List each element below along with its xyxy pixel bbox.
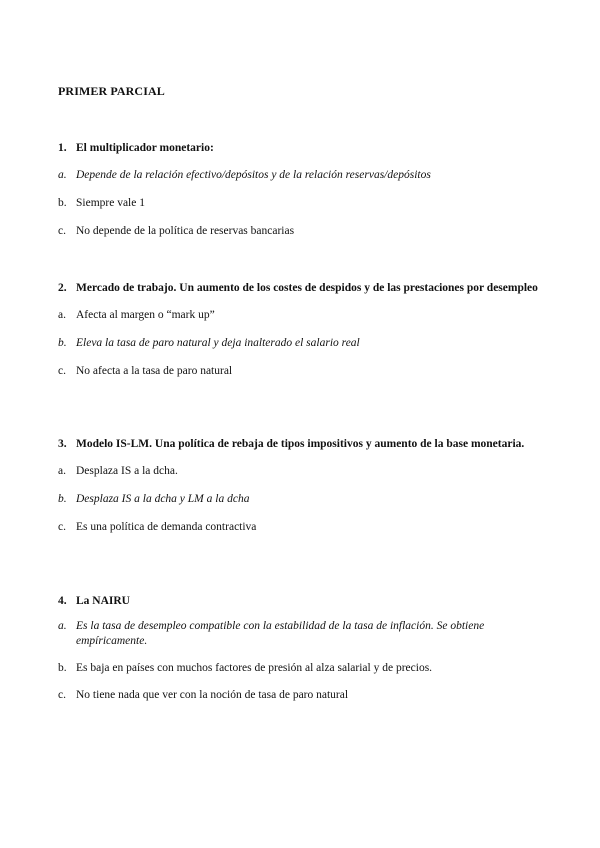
option-text: Es la tasa de desempleo compatible con la estabilidad de la tasa de inflación. Se obtiene empíricamente. bbox=[76, 620, 485, 647]
option-letter: c. bbox=[58, 689, 66, 701]
question-text: Modelo IS-LM. Una política de rebaja de tipos impositivos y aumento de la base monetaria. bbox=[76, 438, 525, 450]
option-letter: a. bbox=[58, 169, 67, 181]
question-4 bbox=[58, 593, 538, 703]
option-c bbox=[58, 688, 538, 703]
option-letter: b. bbox=[58, 337, 67, 349]
option-letter: a. bbox=[58, 465, 66, 477]
option-c bbox=[58, 364, 538, 379]
option-c bbox=[58, 224, 538, 239]
option-text: Es baja en países con muchos factores de presión al alza salarial y de precios. bbox=[76, 662, 433, 674]
option-a bbox=[58, 619, 538, 649]
option-letter: c. bbox=[58, 225, 66, 237]
option-text: Es una política de demanda contractiva bbox=[76, 521, 257, 533]
question-heading bbox=[58, 593, 538, 609]
option-letter: b. bbox=[58, 662, 67, 674]
question-3 bbox=[58, 436, 538, 535]
option-letter: b. bbox=[58, 493, 67, 505]
question-heading bbox=[58, 140, 538, 156]
option-letter: a. bbox=[58, 309, 66, 321]
option-letter: c. bbox=[58, 365, 66, 377]
option-b bbox=[58, 661, 538, 676]
option-text: Afecta al margen o “mark up” bbox=[76, 309, 215, 321]
option-letter: b. bbox=[58, 197, 67, 209]
question-text: La NAIRU bbox=[76, 595, 130, 607]
question-heading bbox=[58, 280, 538, 296]
option-letter: c. bbox=[58, 521, 66, 533]
question-text: El multiplicador monetario: bbox=[76, 142, 214, 154]
option-a bbox=[58, 308, 538, 323]
option-text: No afecta a la tasa de paro natural bbox=[76, 365, 233, 377]
option-a bbox=[58, 464, 538, 479]
option-a bbox=[58, 168, 538, 183]
option-text: Depende de la relación efectivo/depósitos y de la relación reservas/depósitos bbox=[76, 169, 431, 181]
question-number: 3. bbox=[58, 438, 67, 450]
option-text: Eleva la tasa de paro natural y deja inalterado el salario real bbox=[76, 337, 360, 349]
option-text: Desplaza IS a la dcha. bbox=[76, 465, 178, 477]
question-1 bbox=[58, 140, 538, 239]
option-letter: a. bbox=[58, 620, 67, 632]
option-text: Siempre vale 1 bbox=[76, 197, 145, 209]
option-b bbox=[58, 336, 538, 351]
option-text: No depende de la política de reservas bancarias bbox=[76, 225, 295, 237]
page-title: PRIMER PARCIAL bbox=[58, 84, 165, 98]
question-number: 2. bbox=[58, 282, 67, 294]
option-c bbox=[58, 520, 538, 535]
question-number: 4. bbox=[58, 595, 67, 607]
option-text: Desplaza IS a la dcha y LM a la dcha bbox=[76, 493, 250, 505]
question-number: 1. bbox=[58, 142, 67, 154]
question-heading bbox=[58, 436, 538, 452]
question-text: Mercado de trabajo. Un aumento de los costes de despidos y de las prestaciones por desempleo bbox=[76, 282, 538, 294]
option-text: No tiene nada que ver con la noción de tasa de paro natural bbox=[76, 689, 349, 701]
option-b bbox=[58, 196, 538, 211]
question-2 bbox=[58, 280, 538, 379]
option-b bbox=[58, 492, 538, 507]
